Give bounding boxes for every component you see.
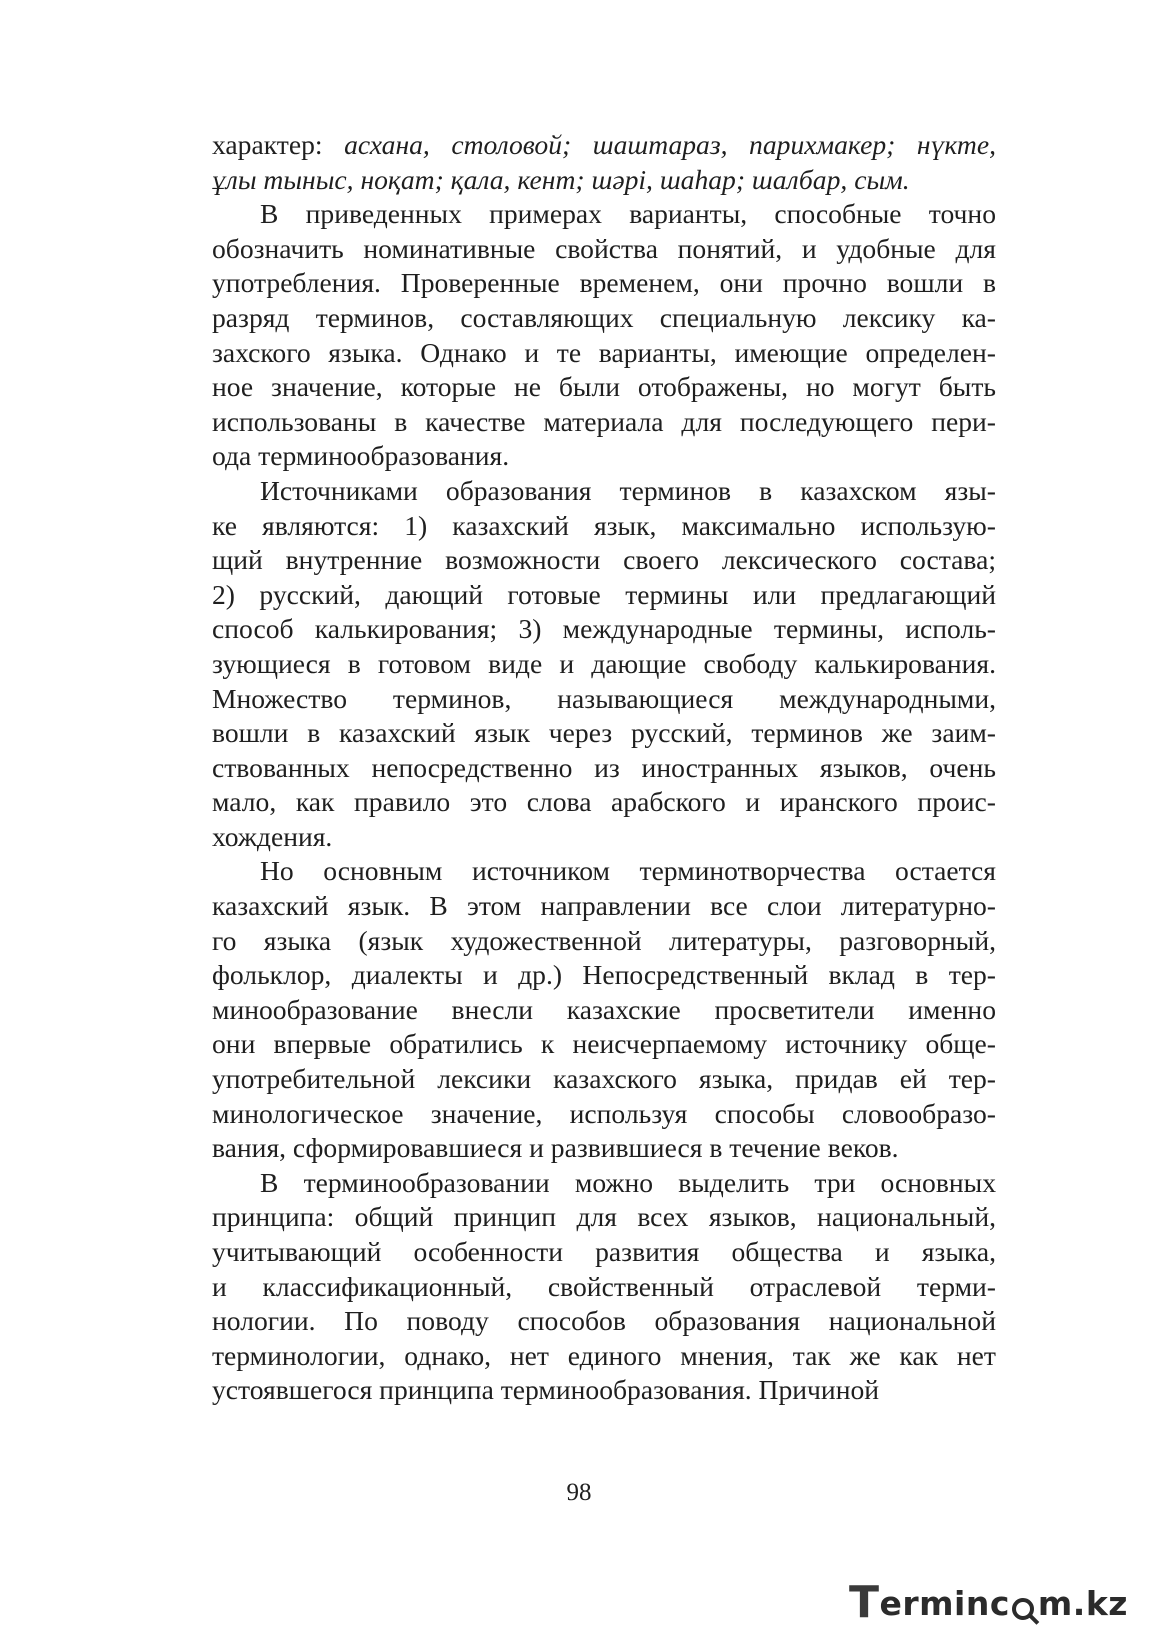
text-line (212, 128, 996, 163)
text-line: разряд терминов, составляющих специальную лексику ка- (212, 301, 996, 333)
text-line: В терминообразовании можно выделить три основных (260, 1166, 996, 1198)
text-line: принципа: общий принцип для всех языков, национальный, (212, 1201, 996, 1233)
text-line: го языка (язык художественной литературы, разговорный, (212, 924, 996, 956)
text-line: зующиеся в готовом виде и дающие свободу калькирования. (212, 647, 996, 679)
watermark-text-c: c (989, 1584, 1010, 1623)
italic-text: асхана, столовой; шаштараз, парихмакер; нүкте, (344, 129, 996, 160)
text-line: и классификационный, свойственный отраслевой терми- (212, 1270, 996, 1302)
text-line: употребления. Проверенные временем, они прочно вошли в (212, 267, 996, 299)
text-line: использованы в качестве материала для последующего пери- (212, 405, 996, 437)
site-watermark-logo (848, 1577, 1128, 1628)
text-line: фольклор, диалекты и др.) Непосредственный вклад в тер- (212, 959, 996, 991)
text-line: щий внутренние возможности своего лексического состава; (212, 544, 996, 576)
magnifier-icon (1012, 1598, 1034, 1620)
text-line: вания, сформировавшиеся и развившиеся в течение веков. (212, 1132, 899, 1164)
paragraph-0 (212, 128, 996, 197)
page-body (212, 128, 996, 1408)
text-line: ода терминообразования. (212, 440, 510, 472)
text-line: 2) русский, дающий готовые термины или предлагающий (212, 578, 996, 610)
text-line: Множество терминов, называющиеся международными, (212, 682, 996, 714)
paragraph-3 (212, 854, 996, 1165)
text-line: В приведенных примерах варианты, способные точно (260, 198, 996, 230)
watermark-text-part-2: m.kz (1037, 1584, 1128, 1623)
text-line (212, 163, 996, 198)
text-line: вошли в казахский язык через русский, терминов же заим- (212, 717, 996, 749)
text-line: Источниками образования терминов в казахском язы- (260, 474, 996, 506)
text-line: учитывающий особенности развития общества и языка, (212, 1236, 996, 1267)
text-line: минологическое значение, используя способы словообразо- (212, 1097, 996, 1129)
text-line: минообразование внесли казахские просветители именно (212, 993, 996, 1025)
text-line: мало, как правило это слова арабского и иранского проис- (212, 786, 996, 818)
watermark-text-part-1: ermin (879, 1584, 990, 1623)
text-line: они впервые обратились к неисчерпаемому источнику обще- (212, 1028, 996, 1060)
text-line: ствованных непосредственно из иностранных языков, очень (212, 751, 996, 783)
paragraph-4 (212, 1166, 996, 1408)
watermark-t-letter: T (848, 1577, 880, 1628)
text-run: характер: (212, 129, 345, 160)
paragraph-2 (212, 474, 996, 855)
italic-text: ұлы тыныс, ноқат; қала, кент; шәрі, шаһар; шалбар, сым. (212, 163, 910, 195)
text-line: ке являются: 1) казахский язык, максимально использую- (212, 509, 996, 541)
text-line: нологии. По поводу способов образования национальной (212, 1305, 996, 1337)
text-line: Но основным источником терминотворчества остается (260, 855, 996, 887)
text-line: ное значение, которые не были отображены, но могут быть (212, 371, 996, 403)
text-line: способ калькирования; 3) международные термины, исполь- (212, 613, 996, 645)
text-line: захского языка. Однако и те варианты, имеющие определен- (212, 336, 996, 368)
text-line: казахский язык. В этом направлении все слои литературно- (212, 890, 996, 922)
page-number: 98 (566, 1479, 592, 1506)
text-line: обозначить номинативные свойства понятий, и удобные для (212, 232, 996, 264)
text-line: устоявшегося принципа терминообразования. Причиной (212, 1374, 880, 1406)
text-line: употребительной лексики казахского языка, придав ей тер- (212, 1063, 996, 1095)
paragraph-1 (212, 197, 996, 474)
text-line: терминологии, однако, нет единого мнения, так же как нет (212, 1339, 996, 1371)
text-line: хождения. (212, 820, 333, 852)
